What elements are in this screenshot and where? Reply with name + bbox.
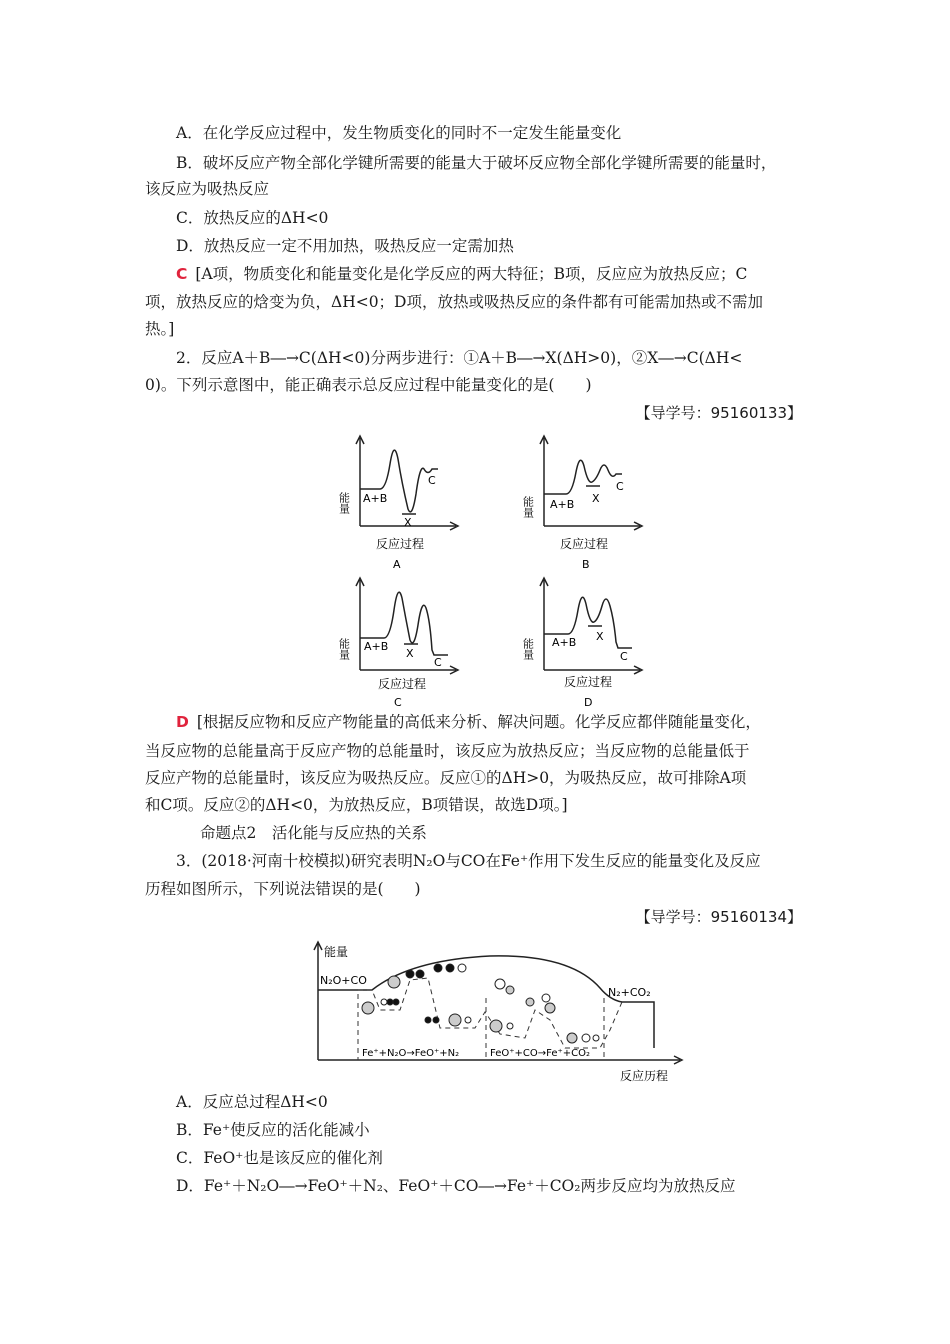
q1-explanation-line2: 项，放热反应的焓变为负，ΔH<0；D项，放热或吸热反应的条件都有可能需加热或不需加 [145, 293, 763, 311]
q2-answer: D [176, 713, 189, 731]
q2-explanation-line2: 当反应物的总能量高于反应产物的总能量时，该反应为放热反应；当反应物的总能量低于 [145, 742, 750, 760]
q3-end-label: N₂+CO₂ [608, 986, 651, 999]
q1-option-d: D．放热反应一定不用加热，吸热反应一定需加热 [176, 237, 514, 255]
q2-c-product: C [434, 656, 442, 669]
q2-b-intermediate: X [592, 492, 600, 505]
q2-guide-number: 【导学号：95160133】 [635, 404, 802, 422]
q3-step2-label: FeO⁺+CO→Fe⁺+CO₂ [490, 1048, 590, 1059]
q2-b-reactant: A+B [550, 498, 575, 511]
q2-a-panel-label: A [393, 558, 401, 571]
q2-a-xlabel: 反应过程 [376, 537, 425, 551]
q2-d-product: C [620, 650, 628, 663]
section-heading: 命题点2 活化能与反应热的关系 [200, 824, 427, 842]
q1-explanation-line1: C [A项，物质变化和能量变化是化学反应的两大特征；B项，反应应为放热反应；C [176, 265, 748, 283]
q3-option-c: C．FeO⁺也是该反应的催化剂 [176, 1149, 383, 1167]
q2-c-ylabel: 能量 [338, 638, 351, 660]
q2-c-reactant: A+B [364, 640, 389, 653]
q2-a-reactant: A+B [363, 492, 388, 505]
q2-stem-line1: 2．反应A＋B―→C(ΔH<0)分两步进行：①A＋B―→X(ΔH>0)，②X―→C(ΔH< [176, 349, 743, 367]
q2-c-xlabel: 反应过程 [378, 677, 427, 691]
q2-stem-line2: 0)。下列示意图中，能正确表示总反应过程中能量变化的是( ) [145, 376, 592, 394]
q3-step1-label: Fe⁺+N₂O→FeO⁺+N₂ [362, 1048, 460, 1059]
q2-explanation-line1: D [根据反应物和反应产物能量的高低来分析、解决问题。化学反应都伴随能量变化， [176, 713, 761, 731]
q2-b-panel-label: B [582, 558, 590, 571]
q3-ylabel: 能量 [324, 945, 349, 959]
q3-option-d: D．Fe⁺＋N₂O―→FeO⁺＋N₂、FeO⁺＋CO―→Fe⁺＋CO₂两步反应均为放热反应 [176, 1177, 736, 1195]
q1-answer: C [176, 265, 188, 283]
q2-d-intermediate: X [596, 630, 604, 643]
q3-start-label: N₂O+CO [320, 974, 367, 987]
q3-stem-line1: 3．(2018·河南十校模拟)研究表明N₂O与CO在Fe⁺作用下发生反应的能量变化及反应 [176, 852, 761, 870]
q1-option-b-cont: 该反应为吸热反应 [145, 180, 270, 198]
q3-guide-number: 【导学号：95160134】 [635, 908, 802, 926]
q3-option-a: A．反应总过程ΔH<0 [176, 1093, 328, 1111]
q2-b-product: C [616, 480, 624, 493]
q2-explanation-line4: 和C项。反应②的ΔH<0，为放热反应，B项错误，故选D项。] [145, 796, 568, 814]
q2-figure-a [338, 434, 468, 574]
q2-figure-c [338, 570, 468, 710]
q2-d-panel-label: D [584, 696, 593, 709]
q2-d-xlabel: 反应过程 [564, 675, 613, 689]
q2-c-panel-label: C [394, 696, 402, 709]
q2-d-ylabel: 能量 [522, 638, 535, 660]
q1-option-b: B．破坏反应产物全部化学键所需要的能量大于破坏反应物全部化学键所需要的能量时， [176, 154, 777, 172]
q2-explanation-line3: 反应产物的总能量时，该反应为吸热反应。反应①的ΔH>0，为吸热反应，故可排除A项 [145, 769, 747, 787]
q3-figure [310, 938, 690, 1086]
q2-d-reactant: A+B [552, 636, 577, 649]
q2-figure-b [522, 434, 652, 574]
q3-stem-line2: 历程如图所示，下列说法错误的是( ) [145, 880, 421, 898]
q3-option-b: B．Fe⁺使反应的活化能减小 [176, 1121, 370, 1139]
q2-b-ylabel: 能量 [522, 496, 535, 518]
q2-c-intermediate: X [406, 647, 414, 660]
q2-a-product: C [428, 474, 436, 487]
q1-option-c: C．放热反应的ΔH<0 [176, 209, 329, 227]
q2-figure-d [522, 570, 652, 710]
q1-option-a: A．在化学反应过程中，发生物质变化的同时不一定发生能量变化 [176, 124, 622, 142]
q2-a-ylabel: 能量 [338, 492, 351, 514]
q3-xlabel: 反应历程 [620, 1069, 669, 1083]
q2-a-intermediate: X [404, 516, 412, 529]
q1-explanation-line3: 热。] [145, 320, 175, 338]
q2-b-xlabel: 反应过程 [560, 537, 609, 551]
